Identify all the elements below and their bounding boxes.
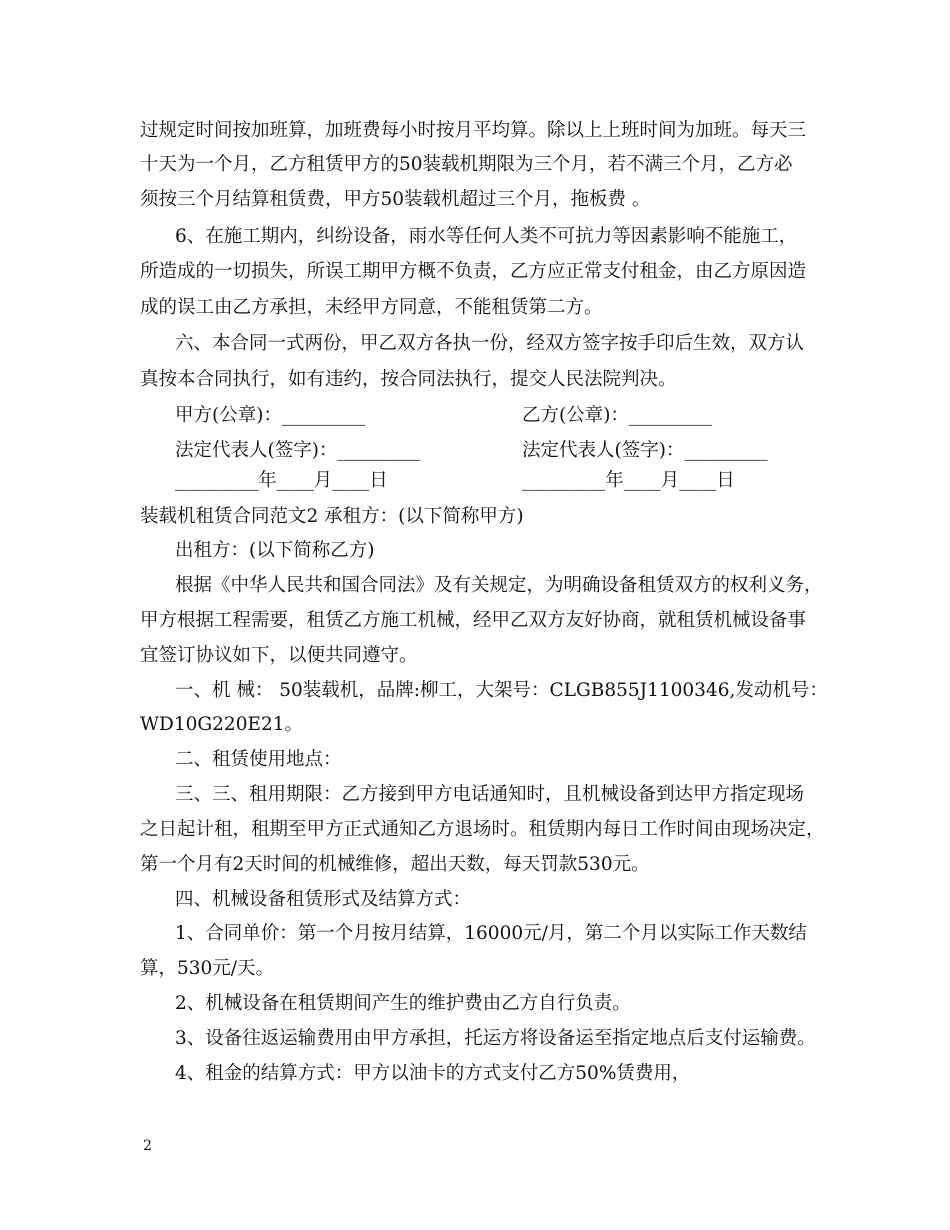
paragraph-line: 过规定时间按加班算，加班费每小时按月平均算。除以上上班时间为加班。每天三 [140,120,807,141]
party-a-date-line: _________年____月____日 [175,470,388,491]
party-b-seal-line: 乙方(公章)：_________ [522,405,713,426]
paragraph-line: 须按三个月结算租赁费，甲方50装载机超过三个月，拖板费 。 [140,189,651,210]
paragraph-line: 二、租赁使用地点： [175,749,342,770]
paragraph-line: 根据《中华人民共和国合同法》及有关规定，为明确设备租赁双方的权利义务， [175,575,823,596]
paragraph-line: 4、租金的结算方式：甲方以油卡的方式支付乙方50%赁费用， [175,1063,691,1084]
paragraph-line: 之日起计租，租期至甲方正式通知乙方退场时。租赁期内每日工作时间由现场决定， [140,819,825,840]
paragraph-line: 十天为一个月，乙方租赁甲方的50装载机期限为三个月，若不满三个月，乙方必 [140,154,793,175]
section-heading-line: 装载机租赁合同范文2 承租方：(以下简称甲方) [140,506,524,527]
paragraph-line: WD10G220E21。 [140,714,304,735]
party-b-representative-line: 法定代表人(签字)：_________ [522,440,768,461]
paragraph-line: 6、在施工期内，纠纷设备，雨水等任何人类不可抗力等因素影响不能施工， [175,226,798,247]
paragraph-line: 出租方：(以下简称乙方) [175,540,375,561]
paragraph-line: 宜签订协议如下，以便共同遵守。 [140,645,418,666]
paragraph-line: 所造成的一切损失，所误工期甲方概不负责，乙方应正常支付租金，由乙方原因造 [140,261,807,282]
paragraph-line: 甲方根据工程需要，租赁乙方施工机械，经甲乙双方友好协商，就租赁机械设备事 [140,610,807,631]
paragraph-line: 算，530元/天。 [140,958,275,979]
paragraph-line: 第一个月有2天时间的机械维修，超出天数，每天罚款530元。 [140,854,650,875]
paragraph-line: 三、三、租用期限：乙方接到甲方电话通知时，且机械设备到达甲方指定现场 [175,784,805,805]
page-number: 2 [143,1138,152,1154]
paragraph-line: 3、设备往返运输费用由甲方承担，托运方将设备运至指定地点后支付运输费。 [175,1028,816,1049]
party-a-seal-line: 甲方(公章)：_________ [175,405,366,426]
paragraph-line: 一、机 械： 50装载机，品牌:柳工，大架号：CLGB855J1100346,发动机号： [175,680,828,701]
paragraph-line: 六、本合同一式两份，甲乙双方各执一份，经双方签字按手印后生效，双方认 [175,333,805,354]
paragraph-line: 1、合同单价：第一个月按月结算，16000元/月，第二个月以实际工作天数结 [175,923,807,944]
party-b-date-line: _________年____月____日 [522,470,735,491]
paragraph-line: 真按本合同执行，如有违约，按合同法执行，提交人民法院判决。 [140,369,677,390]
paragraph-line: 四、机械设备租赁形式及结算方式： [175,889,472,910]
party-a-representative-line: 法定代表人(签字)：_________ [175,440,421,461]
paragraph-line: 成的误工由乙方承担，未经甲方同意，不能租赁第二方。 [140,297,603,318]
paragraph-line: 2、机械设备在租赁期间产生的维护费由乙方自行负责。 [175,993,631,1014]
